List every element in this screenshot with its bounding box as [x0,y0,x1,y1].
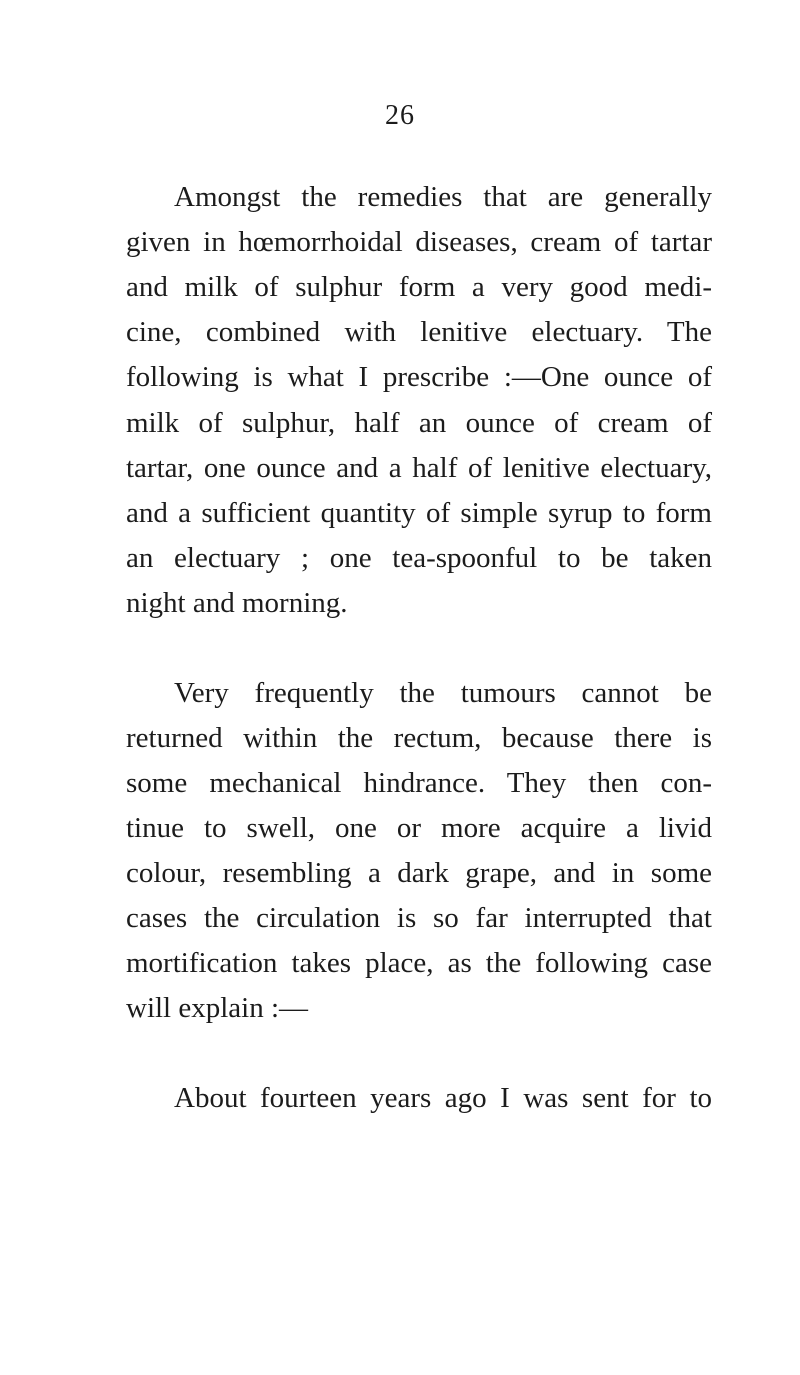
text-line: Very frequently the tumours cannot be [174,677,712,709]
text-line: tinue to swell, one or more acquire a livid [126,812,712,844]
text-line: milk of sulphur, half an ounce of cream of [126,407,712,439]
text-line: cases the circulation is so far interrupted that [126,902,712,934]
text-line: colour, resembling a dark grape, and in some [126,857,712,889]
page-number: 26 [385,100,415,131]
text-line: Amongst the remedies that are generally [174,181,712,213]
text-line: some mechanical hindrance. They then con- [126,767,712,799]
text-line: and a sufficient quantity of simple syrup to form [126,497,712,529]
text-line: given in hœmorrhoidal diseases, cream of tartar [126,226,712,258]
text-line: an electuary ; one tea-spoonful to be taken [126,542,712,574]
text-line: tartar, one ounce and a half of lenitive electuary, [126,452,712,484]
text-line: cine, combined with lenitive electuary. The [126,316,712,348]
text-line: night and morning. [126,587,348,619]
text-line: About fourteen years ago I was sent for to [174,1082,712,1114]
text-line: mortification takes place, as the following case [126,947,712,979]
text-line: returned within the rectum, because there is [126,722,712,754]
text-line: will explain :— [126,992,309,1024]
text-line: following is what I prescribe :—One ounce of [126,361,712,393]
text-line: and milk of sulphur form a very good medi- [126,271,712,303]
